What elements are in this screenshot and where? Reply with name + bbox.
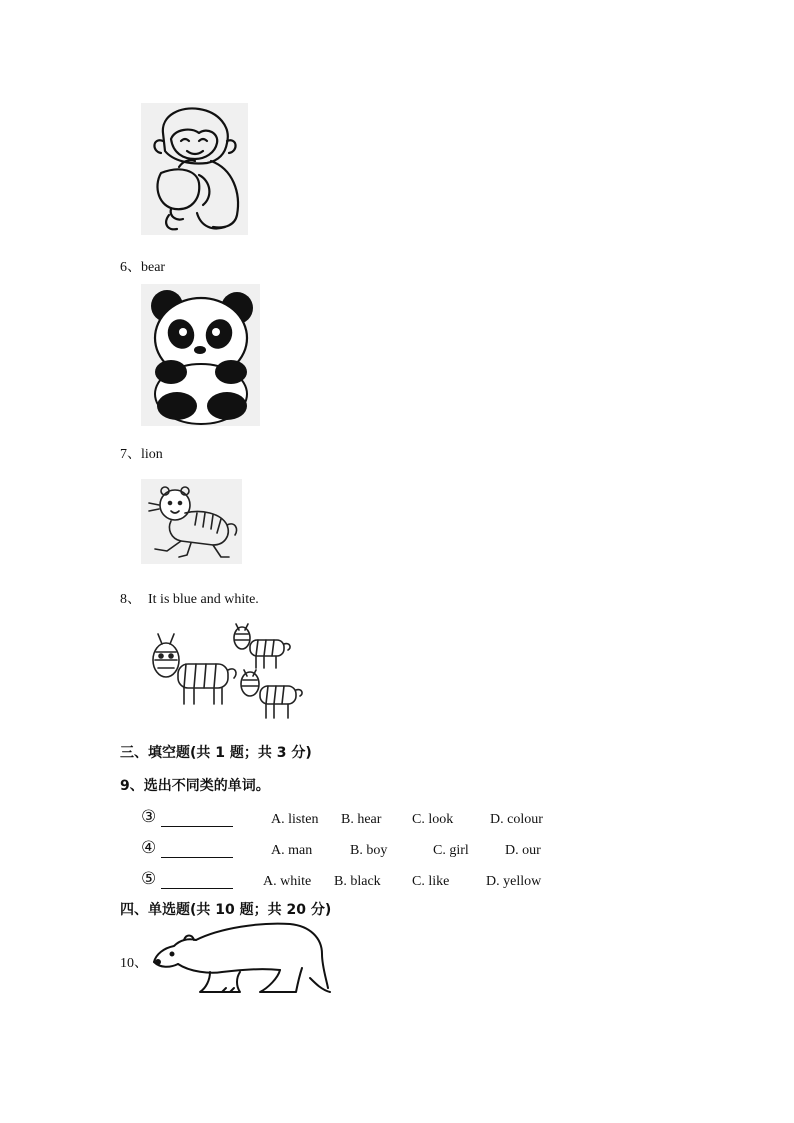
monkey-illustration	[141, 103, 248, 235]
option-a: A. white	[263, 874, 312, 889]
zebras-picture	[146, 622, 308, 724]
monkey-picture	[141, 103, 248, 235]
question-number: 10、	[120, 956, 148, 971]
question-7	[120, 443, 163, 463]
option-d: D. yellow	[486, 874, 542, 889]
option-a: A. man	[271, 843, 313, 858]
panda-illustration	[141, 284, 260, 426]
answer-blank[interactable]	[161, 874, 233, 889]
item-marker: ③	[141, 807, 157, 827]
option-b: B. hear	[341, 812, 382, 827]
item-marker: ④	[141, 838, 157, 858]
question-10	[120, 952, 148, 972]
question-number: 9、	[120, 778, 144, 794]
question-text: bear	[141, 260, 166, 275]
tiger-picture	[141, 479, 242, 564]
option-b: B. black	[334, 874, 381, 889]
section-heading-fill-blank: 三、填空题(共 1 题；共 3 分)	[120, 745, 312, 761]
q9-row-5	[141, 869, 601, 894]
zebras-illustration	[146, 622, 308, 724]
option-a: A. listen	[271, 812, 319, 827]
section-heading-single-choice: 四、单选题(共 10 题；共 20 分)	[120, 902, 332, 918]
option-c: C. girl	[433, 843, 469, 858]
tiger-illustration	[141, 479, 242, 564]
question-number: 7、	[120, 447, 141, 462]
q9-row-3	[141, 807, 601, 832]
polar-bear-picture	[150, 918, 334, 998]
question-number: 8、	[120, 592, 141, 607]
question-text: 选出不同类的单词。	[143, 778, 270, 794]
question-8	[120, 588, 259, 608]
question-9	[120, 775, 270, 795]
panda-picture	[141, 284, 260, 426]
item-marker: ⑤	[141, 869, 157, 889]
answer-blank[interactable]	[161, 843, 233, 858]
option-c: C. look	[412, 812, 454, 827]
answer-blank[interactable]	[161, 812, 233, 827]
option-d: D. colour	[490, 812, 543, 827]
polar-bear-illustration	[150, 918, 334, 998]
question-text: It is blue and white.	[148, 592, 259, 607]
q9-row-4	[141, 838, 601, 863]
option-b: B. boy	[350, 843, 388, 858]
question-6	[120, 256, 165, 276]
option-c: C. like	[412, 874, 450, 889]
question-text: lion	[141, 447, 163, 462]
option-d: D. our	[505, 843, 541, 858]
question-number: 6、	[120, 260, 141, 275]
